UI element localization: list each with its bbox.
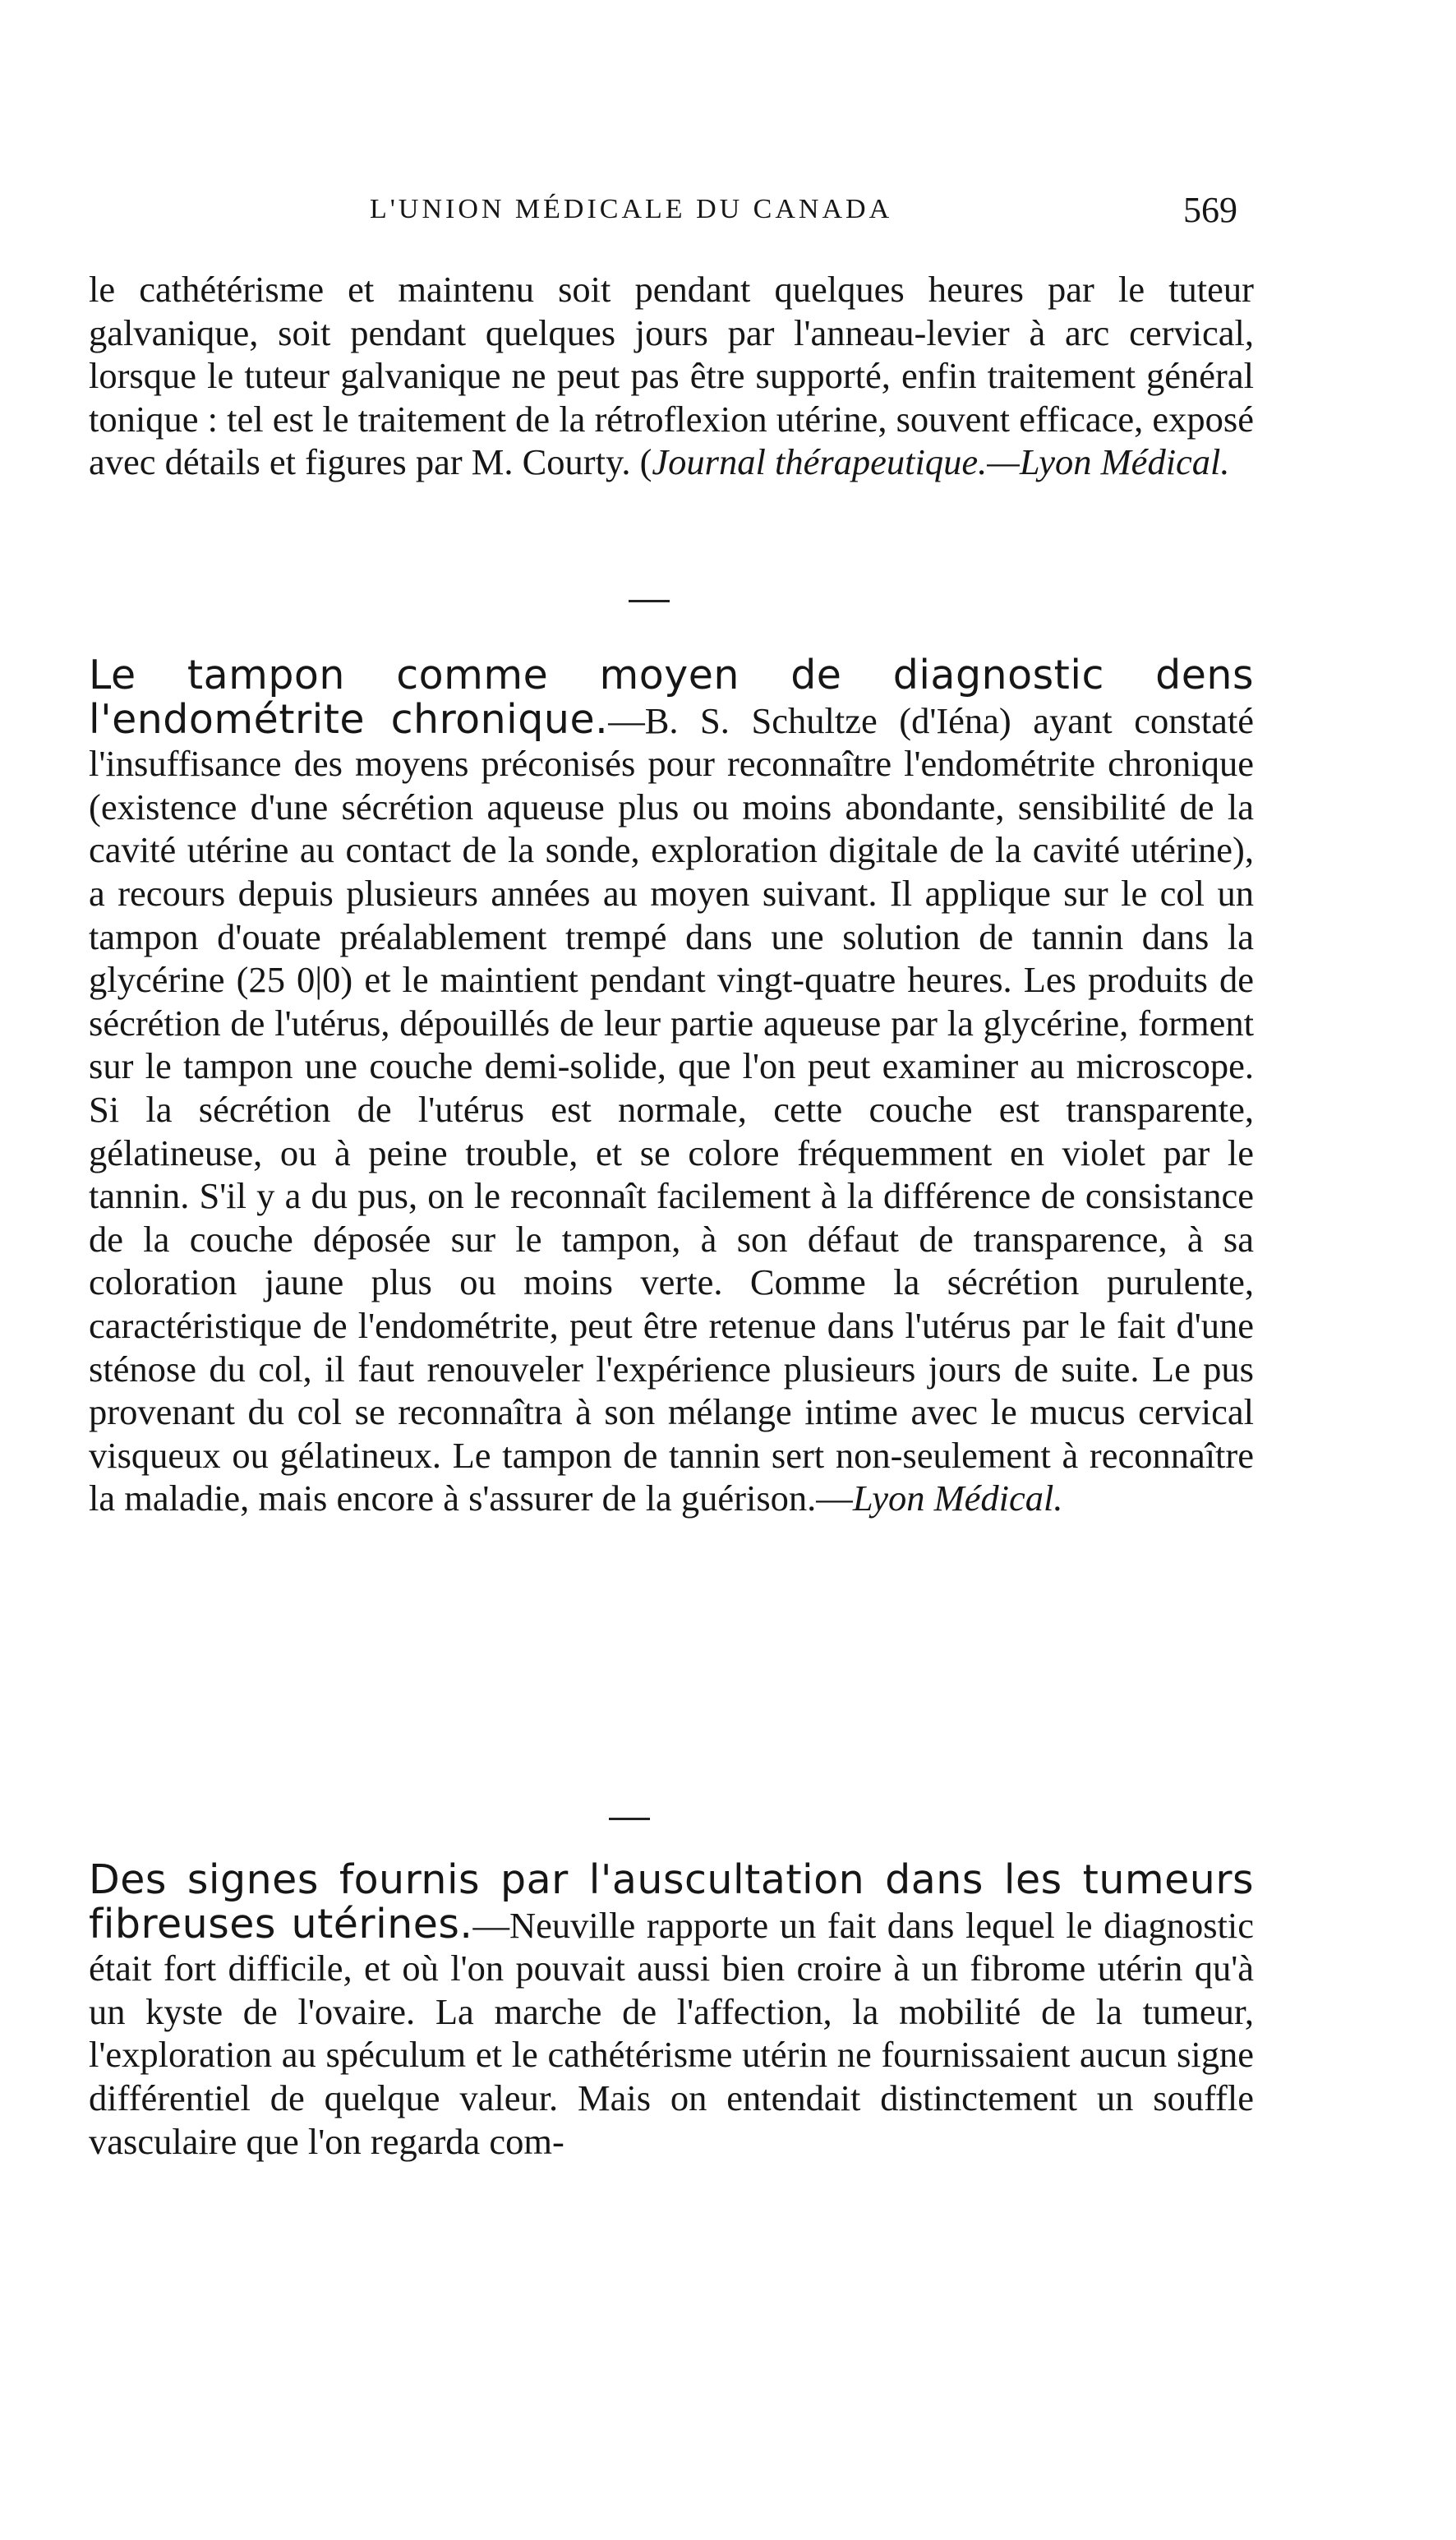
article-source: Lyon Médical. (852, 1477, 1063, 1519)
running-header (0, 189, 1456, 247)
article-body: —Neuville rapporte un fait dans lequel le diagnostic était fort difficile, et où l'on pouvait aussi bien croire à un fibrome utérin qu'à un kyste de l'ovaire. La marche de l'affection, la mobilité de la tumeur, l'exploration au spéculum et le cathétérisme utérin ne fournissaient aucun signe différentiel de quelque valeur. Mais on entendait distinctement un souffle vasculaire que l'on regarda com- (89, 1904, 1255, 2162)
section-continuation (89, 268, 1254, 484)
section-source: Journal thérapeutique.—Lyon Médical. (652, 441, 1230, 483)
section-body: le cathétérisme et maintenu soit pendant quelques heures par le tuteur galvanique, soit pendant quelques jours par l'anneau-levier à arc cervical, lorsque le tuteur galvanique ne peut pas être supporté, enfin traitement général tonique : tel est le traitement de la rétroflexion utérine, souvent efficace, exposé avec détails et figures par M. Courty. ( (89, 269, 1254, 483)
article-auscultation (89, 1856, 1255, 2163)
article-body: —B. S. Schultze (d'Iéna) ayant constaté l'insuffisance des moyens préconisés pour reconnaître l'endométrite chronique (existence d'une sécrétion aqueuse plus ou moins abondante, sensibilité de la cavité utérine au contact de la sonde, exploration digitale de la cavité utérine), a recours depuis plusieurs années au moyen suivant. Il applique sur le col un tampon d'ouate préalablement trempé dans une solution de tannin dans la glycérine (25 0|0) et le maintient pendant vingt-quatre heures. Les produits de sécrétion de l'utérus, dépouillés de leur partie aqueuse par la glycérine, forment sur le tampon une couche demi-solide, que l'on peut examiner au microscope. Si la sécrétion de l'utérus est normale, cette couche est transparente, gélatineuse, ou à peine trouble, et se colore fréquemment en violet par le tannin. S'il y a du pus, on le reconnaît facilement à la différence de consistance de la couche déposée sur le tampon, à son défaut de transparence, à sa coloration jaune plus ou moins verte. Comme la sécrétion purulente, caractéristique de l'endométrite, peut être retenue dans l'utérus par le fait d'une sténose du col, il faut renouveler l'expérience plusieurs jours de suite. Le pus provenant du col se reconnaîtra à son mélange intime avec le mucus cervical visqueux ou gélatineux. Le tampon de tannin sert non-seulement à reconnaître la maladie, mais encore à s'assurer de la guérison.— (89, 699, 1254, 1519)
article-title: Des signes fournis par l'auscultation dans les tumeurs fibreuses utérines. (89, 1856, 1254, 1948)
article-title: Le tampon comme moyen de diagnostic dens l'endométrite chronique. (89, 652, 1254, 743)
section-divider (609, 1818, 650, 1820)
page-number: 569 (1183, 190, 1237, 230)
running-title: L'UNION MÉDICALE DU CANADA (370, 194, 893, 224)
article-tampon (89, 654, 1254, 1520)
section-divider (629, 600, 670, 602)
